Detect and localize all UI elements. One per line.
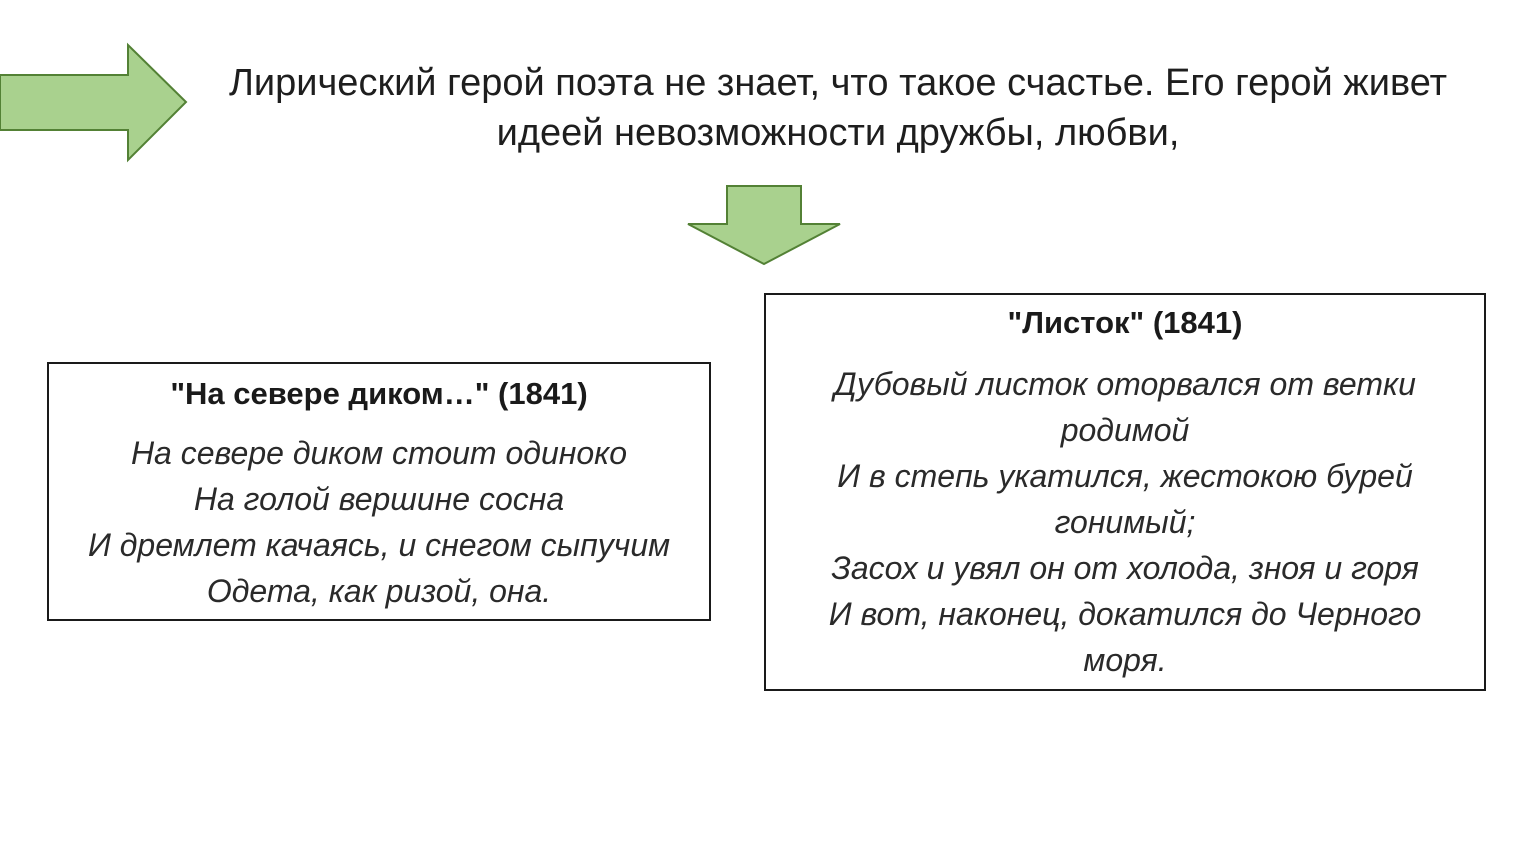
poem-line: И дремлет качаясь, и снегом сыпучим — [87, 527, 671, 563]
poem-line: На голой вершине сосна — [193, 481, 565, 517]
headline — [188, 58, 1488, 158]
poem-line: Одета, как ризой, она. — [206, 573, 552, 609]
poem-line: Дубовый листок оторвался от ветки родимой — [834, 366, 1416, 448]
poem-title-leaf: "Листок" (1841) — [1007, 305, 1243, 340]
right-arrow-icon — [0, 45, 186, 160]
headline-line-2: идеей невозможности дружбы, любви, — [496, 112, 1180, 154]
poem-line: И в степь укатился, жестокою бурей гонимый; — [837, 458, 1413, 540]
poem-box-leaf — [764, 293, 1486, 691]
poem-title-north: "На севере диком…" (1841) — [170, 376, 588, 411]
poem-text-leaf — [766, 361, 1484, 683]
down-arrow-icon — [688, 186, 840, 264]
poem-box-north — [47, 362, 711, 621]
poem-line: И вот, наконец, докатился до Черного моря. — [828, 596, 1422, 678]
poem-text-north — [49, 430, 709, 614]
poem-line: На севере диком стоит одиноко — [130, 435, 628, 471]
poem-line: Засох и увял он от холода, зноя и горя — [831, 550, 1419, 586]
headline-line-1: Лирический герой поэта не знает, что такое счастье. Его герой живет — [228, 62, 1447, 104]
